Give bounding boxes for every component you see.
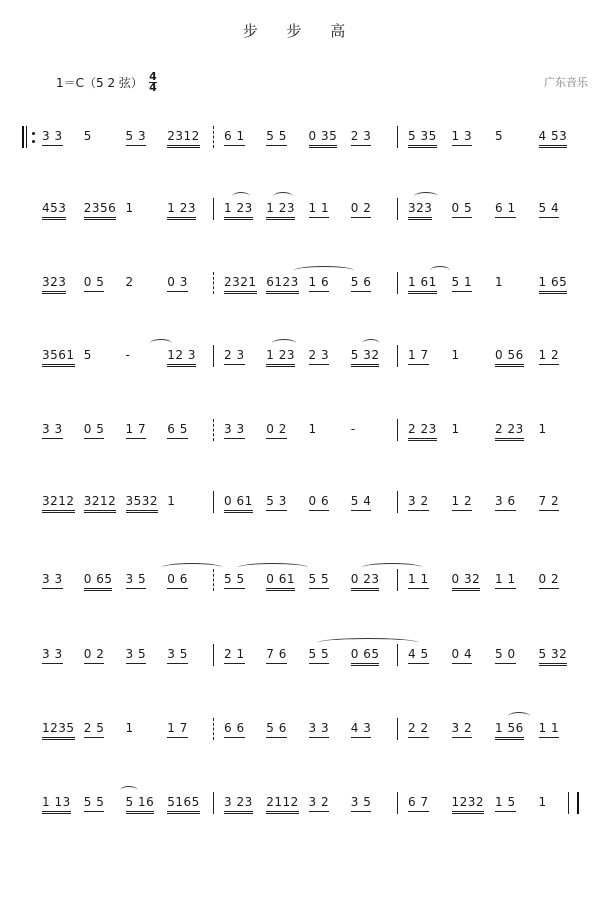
note-group: 1235 xyxy=(42,720,75,740)
note-group: 3 2 xyxy=(408,493,429,511)
note-group: 5 5 xyxy=(266,128,287,146)
note-group: 6123 xyxy=(266,274,299,294)
bar-line xyxy=(397,272,398,294)
note-group: - xyxy=(125,348,131,362)
bar-line xyxy=(397,419,398,441)
note-group: 3 3 xyxy=(309,720,330,738)
slur-mark xyxy=(150,339,172,348)
slur-mark xyxy=(318,638,418,647)
note-group: 3 6 xyxy=(495,493,516,511)
note-group: 0 5 xyxy=(84,274,105,292)
note-group: 1 23 xyxy=(167,200,196,220)
note-group: 6 6 xyxy=(224,720,245,738)
note-group: 0 2 xyxy=(84,646,105,664)
bar-line xyxy=(213,792,214,814)
note-group: 6 5 xyxy=(167,421,188,439)
note-group: 1 23 xyxy=(224,200,253,220)
bar-line xyxy=(213,198,214,220)
note-group: 1 xyxy=(451,348,460,362)
note-group: 5 3 xyxy=(266,493,287,511)
note-group: 5 32 xyxy=(351,347,380,367)
note-group: 3 3 xyxy=(42,421,63,439)
bar-line xyxy=(213,345,214,367)
note-group: 5 xyxy=(83,348,92,362)
bar-line xyxy=(397,198,398,220)
note-group: 453 xyxy=(42,200,66,220)
note-group: 5165 xyxy=(167,794,200,814)
bar-line xyxy=(397,792,398,814)
bar-line xyxy=(397,345,398,367)
score-row xyxy=(0,636,600,676)
note-group: 5 xyxy=(495,129,504,143)
note-group: 2 3 xyxy=(351,128,372,146)
bar-line xyxy=(397,644,398,666)
note-group: 1 3 xyxy=(452,128,473,146)
note-group: 0 3 xyxy=(167,274,188,292)
note-group: 3 2 xyxy=(309,794,330,812)
note-group: 1 7 xyxy=(167,720,188,738)
slur-mark xyxy=(362,339,380,348)
note-group: 1 xyxy=(125,201,134,215)
note-group: 1 1 xyxy=(309,200,330,218)
note-group: 1 1 xyxy=(495,571,516,589)
note-group: 12 3 xyxy=(167,347,196,367)
note-group: 0 32 xyxy=(452,571,481,591)
note-group: 1 1 xyxy=(539,720,560,738)
note-group: 5 16 xyxy=(126,794,155,814)
note-group: 1 1 xyxy=(408,571,429,589)
note-group: 2312 xyxy=(167,128,200,148)
note-group: 2321 xyxy=(224,274,257,294)
note-group: 3 23 xyxy=(224,794,253,814)
slur-mark xyxy=(232,192,250,201)
note-group: 1 23 xyxy=(266,347,295,367)
score-row xyxy=(0,118,600,158)
note-group: 2 5 xyxy=(84,720,105,738)
note-group: 0 65 xyxy=(84,571,113,591)
bar-line xyxy=(397,718,398,740)
note-group: 4 53 xyxy=(539,128,568,148)
note-group: 3 3 xyxy=(224,421,245,439)
note-group: 3532 xyxy=(126,493,159,513)
note-group: 3 2 xyxy=(452,720,473,738)
slur-mark xyxy=(430,266,450,275)
note-group: 5 5 xyxy=(309,571,330,589)
note-group: 5 5 xyxy=(224,571,245,589)
slur-mark xyxy=(362,563,422,572)
slur-mark xyxy=(162,563,222,572)
bar-line xyxy=(213,272,214,294)
slur-mark xyxy=(238,563,308,572)
note-group: 1 61 xyxy=(408,274,437,294)
note-group: 0 61 xyxy=(224,493,253,513)
score-row xyxy=(0,337,600,377)
bar-line xyxy=(213,569,214,591)
note-group: 323 xyxy=(408,200,432,220)
bar-line xyxy=(397,126,398,148)
note-group: 5 0 xyxy=(495,646,516,664)
note-group: 3 5 xyxy=(126,571,147,589)
note-group: 5 1 xyxy=(452,274,473,292)
note-group: 2 2 xyxy=(408,720,429,738)
slur-mark xyxy=(414,192,438,201)
time-numerator: 4 xyxy=(149,70,157,83)
note-group: 2356 xyxy=(84,200,117,220)
bar-line xyxy=(213,491,214,513)
note-group: 0 56 xyxy=(495,347,524,367)
note-group: 5 5 xyxy=(84,794,105,812)
note-group: 4 3 xyxy=(351,720,372,738)
note-group: 323 xyxy=(42,274,66,294)
slur-mark xyxy=(120,786,138,795)
note-group: 2 23 xyxy=(495,421,524,441)
note-group: 3 3 xyxy=(42,646,63,664)
note-group: 1 23 xyxy=(266,200,295,220)
note-group: 0 5 xyxy=(84,421,105,439)
credit-text: 广东音乐 xyxy=(544,76,588,89)
score-row xyxy=(0,710,600,750)
note-group: 3561 xyxy=(42,347,75,367)
note-group: 1 xyxy=(538,422,547,436)
note-group: 3212 xyxy=(42,493,75,513)
slur-mark xyxy=(508,712,530,721)
note-group: 1 7 xyxy=(408,347,429,365)
note-group: 1 xyxy=(125,721,134,735)
note-group: 1 xyxy=(167,494,176,508)
note-group: 0 5 xyxy=(452,200,473,218)
note-group: 7 6 xyxy=(266,646,287,664)
note-group: 5 6 xyxy=(266,720,287,738)
bar-line xyxy=(213,419,214,441)
note-group: 0 2 xyxy=(539,571,560,589)
note-group: 1232 xyxy=(452,794,485,814)
score-row xyxy=(0,264,600,304)
note-group: 3 3 xyxy=(42,128,63,146)
note-group: 5 32 xyxy=(539,646,568,666)
time-denominator: 4 xyxy=(149,81,157,94)
note-group: 2112 xyxy=(266,794,299,814)
note-group: 1 65 xyxy=(539,274,568,294)
note-group: 1 2 xyxy=(452,493,473,511)
score-row xyxy=(0,561,600,601)
repeat-start-sign xyxy=(22,126,36,148)
note-group: 6 1 xyxy=(224,128,245,146)
note-group: 5 6 xyxy=(351,274,372,292)
note-group: 3212 xyxy=(84,493,117,513)
note-group: 1 7 xyxy=(126,421,147,439)
note-group: 0 61 xyxy=(266,571,295,591)
note-group: 1 xyxy=(308,422,317,436)
note-group: 0 35 xyxy=(309,128,338,148)
note-group: 5 4 xyxy=(539,200,560,218)
bar-line xyxy=(213,718,214,740)
score-title: 步 步 高 xyxy=(242,22,358,40)
slur-mark xyxy=(294,266,354,275)
note-group: 0 6 xyxy=(167,571,188,589)
note-group: 1 2 xyxy=(539,347,560,365)
note-group: 2 3 xyxy=(224,347,245,365)
note-group: 6 7 xyxy=(408,794,429,812)
end-bar-line xyxy=(568,792,579,814)
note-group: 7 2 xyxy=(539,493,560,511)
note-group: 3 5 xyxy=(351,794,372,812)
score-row xyxy=(0,411,600,451)
note-group: 2 23 xyxy=(408,421,437,441)
note-group: 0 65 xyxy=(351,646,380,666)
note-group: 1 xyxy=(451,422,460,436)
note-group: 0 4 xyxy=(452,646,473,664)
note-group: 1 13 xyxy=(42,794,71,814)
note-group: - xyxy=(350,422,356,436)
bar-line xyxy=(397,569,398,591)
bar-line xyxy=(213,126,214,148)
note-group: 0 2 xyxy=(266,421,287,439)
note-group: 1 xyxy=(538,795,547,809)
note-group: 1 xyxy=(495,275,504,289)
score-row xyxy=(0,483,600,523)
slur-mark xyxy=(273,192,293,201)
score-row xyxy=(0,190,600,230)
key-text: 1＝C（5 2 弦） xyxy=(56,76,143,90)
note-group: 0 6 xyxy=(309,493,330,511)
note-group: 3 3 xyxy=(42,571,63,589)
note-group: 5 3 xyxy=(126,128,147,146)
note-group: 2 1 xyxy=(224,646,245,664)
note-group: 3 5 xyxy=(126,646,147,664)
note-group: 1 6 xyxy=(309,274,330,292)
note-group: 2 3 xyxy=(309,347,330,365)
bar-line xyxy=(397,491,398,513)
note-group: 5 35 xyxy=(408,128,437,148)
note-group: 1 56 xyxy=(495,720,524,740)
note-group: 0 2 xyxy=(351,200,372,218)
bar-line xyxy=(213,644,214,666)
note-group: 5 5 xyxy=(309,646,330,664)
note-group: 6 1 xyxy=(495,200,516,218)
note-group: 0 23 xyxy=(351,571,380,591)
note-group: 1 5 xyxy=(495,794,516,812)
score-row xyxy=(0,784,600,824)
note-group: 5 xyxy=(83,129,92,143)
slur-mark xyxy=(272,339,296,348)
note-group: 2 xyxy=(125,275,134,289)
note-group: 5 4 xyxy=(351,493,372,511)
note-group: 3 5 xyxy=(167,646,188,664)
note-group: 4 5 xyxy=(408,646,429,664)
